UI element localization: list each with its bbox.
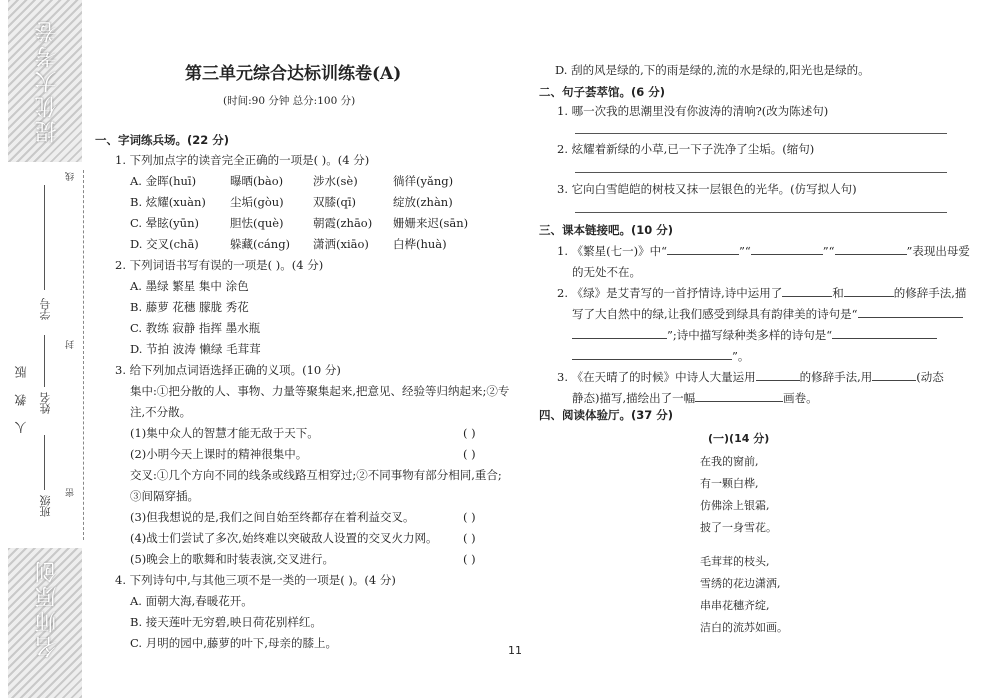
q2-option-a: A. 墨绿 繁星 集中 涂色 <box>130 279 249 293</box>
p2-answer-line-3[interactable] <box>575 212 947 213</box>
seal-xian: 线 <box>66 172 76 181</box>
p3-q2-blank-2[interactable] <box>844 285 894 297</box>
p3-q3-line1 <box>557 369 944 386</box>
name-label: 姓名 <box>39 392 52 414</box>
q1-row-d-2: 躲藏(cáng) <box>230 237 291 251</box>
p3-q3-text-c: (动态 <box>916 370 944 384</box>
q3-item-3: (3)但我想说的是,我们之间自始至终都存在着利益交叉。 <box>130 510 415 524</box>
q3-answer-3[interactable]: ( ) <box>463 510 476 524</box>
p3-q3-blank-2[interactable] <box>872 369 916 381</box>
q1-row-b-3: 双膝(qī) <box>313 195 357 209</box>
p3-q1-line1 <box>557 243 970 260</box>
p3-q2-blank-4[interactable] <box>572 327 667 339</box>
p2-item-3: 3. 它向白雪皑皑的树枝又抹一层银色的光华。(仿写拟人句) <box>557 182 857 196</box>
p3-q2-blank-1[interactable] <box>782 285 832 297</box>
brand-text-bottom: 名师原创 <box>35 558 60 658</box>
p3-q2-text-f: ”。 <box>732 349 750 363</box>
q2-stem: 2. 下列词语书写有误的一项是( )。(4 分) <box>115 258 324 272</box>
poem-s2-line1: 毛茸茸的枝头, <box>700 555 770 568</box>
brand-banner-bottom <box>8 548 82 698</box>
q1-row-a-1: A. 金晖(huī) <box>130 174 197 188</box>
p3-q3-text-b: 的修辞手法,用 <box>799 370 873 384</box>
seal-mi: 密 <box>66 488 76 497</box>
id-line <box>44 185 45 290</box>
q2-option-d: D. 节拍 波涛 懒绿 毛茸茸 <box>130 342 261 356</box>
q3-def1-line1: 集中:①把分散的人、事物、力量等聚集起来,把意见、经验等归纳起来;②专 <box>130 384 510 398</box>
p3-q1-text-c: ”“ <box>822 244 835 258</box>
q3-item-5: (5)晚会上的歌舞和时装表演,交叉进行。 <box>130 552 334 566</box>
p3-q3-line2 <box>572 390 818 407</box>
poem-s2-line2: 雪绣的花边潇洒, <box>700 577 781 590</box>
q3-item-1: (1)集中众人的智慧才能无敌于天下。 <box>130 426 319 440</box>
brand-banner-top <box>8 0 82 162</box>
p3-q2-line2 <box>572 306 963 323</box>
p3-q3-blank-1[interactable] <box>756 369 800 381</box>
q3-def2-line2: ③间隔穿插。 <box>130 489 199 503</box>
q1-row-b-1: B. 炫耀(xuàn) <box>130 195 206 209</box>
p3-q1-blank-3[interactable] <box>835 243 907 255</box>
p2-answer-line-2[interactable] <box>575 172 947 173</box>
section-heading-2: 二、句子荟萃馆。(6 分) <box>539 85 666 99</box>
q1-row-d-4: 白桦(huà) <box>393 237 447 251</box>
p3-q2-text-a: 2. 《绿》是艾青写的一首抒情诗,诗中运用了 <box>557 286 783 300</box>
p3-q1-blank-1[interactable] <box>667 243 739 255</box>
q1-row-a-4: 徜徉(yǎng) <box>393 174 454 188</box>
p3-q2-blank-6[interactable] <box>572 348 732 360</box>
p3-q1-line2: 的无处不在。 <box>572 265 641 279</box>
poem-s2-line3: 串串花穗齐绽, <box>700 599 770 612</box>
p3-q2-line4 <box>572 348 749 365</box>
p2-answer-line-1[interactable] <box>575 133 947 134</box>
q3-item-4: (4)战士们尝试了多次,始终难以突破敌人设置的交叉火力网。 <box>130 531 438 545</box>
q3-answer-1[interactable]: ( ) <box>463 426 476 440</box>
q1-row-b-4: 绽放(zhàn) <box>393 195 453 209</box>
p3-q2-text-e: ”;诗中描写绿种类多样的诗句是“ <box>667 328 833 342</box>
p2-item-2: 2. 炫耀着新绿的小草,已一下子洗净了尘垢。(缩句) <box>557 142 815 156</box>
page-title: 第三单元综合达标训练卷(A) <box>185 64 402 84</box>
q3-stem: 3. 给下列加点词语选择正确的义项。(10 分) <box>115 363 341 377</box>
p3-q3-text-a: 3. 《在天晴了的时候》中诗人大量运用 <box>557 370 756 384</box>
poem-s1-line1: 在我的窗前, <box>700 455 759 468</box>
q1-row-d-3: 潇洒(xiāo) <box>313 237 369 251</box>
poem-s2-line4: 洁白的流苏如画。 <box>700 621 788 634</box>
seal-feng: 封 <box>66 340 76 349</box>
q1-row-c-3: 朝霞(zhāo) <box>313 216 373 230</box>
p3-q2-line3 <box>572 327 937 344</box>
p3-q2-text-d: 写了大自然中的绿,让我们感受到绿具有韵律美的诗句是“ <box>572 307 858 321</box>
cut-line <box>83 170 84 540</box>
p3-q2-blank-3[interactable] <box>858 306 963 318</box>
q3-answer-2[interactable]: ( ) <box>463 447 476 461</box>
q1-stem: 1. 下列加点字的读音完全正确的一项是( )。(4 分) <box>115 153 370 167</box>
binding-margin <box>0 0 95 698</box>
poem-s1-line4: 披了一身雪花。 <box>700 521 777 534</box>
p3-q1-blank-2[interactable] <box>751 243 823 255</box>
section-heading-3: 三、课本链接吧。(10 分) <box>539 223 674 237</box>
q1-row-a-2: 曝晒(bào) <box>230 174 284 188</box>
p3-q3-text-d: 静态)描写,描绘出了一幅 <box>572 391 696 405</box>
q4-option-b: B. 接天莲叶无穷碧,映日荷花别样红。 <box>130 615 322 629</box>
p3-q2-blank-5[interactable] <box>832 327 937 339</box>
poem-s1-line2: 有一颗白桦, <box>700 477 759 490</box>
id-label: 学号 <box>39 298 52 320</box>
q2-option-c: C. 教练 寂静 指挥 墨水瓶 <box>130 321 261 335</box>
reading-subheading: (一)(14 分) <box>708 432 770 445</box>
q3-def1-line2: 注,不分散。 <box>130 405 192 419</box>
section-heading-1: 一、字词练兵场。(22 分) <box>95 133 230 147</box>
p3-q3-text-e: 画卷。 <box>783 391 818 405</box>
p3-q1-text-d: ”表现出母爱 <box>906 244 970 258</box>
q1-row-c-1: C. 晕眩(yūn) <box>130 216 199 230</box>
name-line <box>44 335 45 387</box>
p3-q2-text-c: 的修辞手法,描 <box>893 286 967 300</box>
q4-stem: 4. 下列诗句中,与其他三项不是一类的一项是( )。(4 分) <box>115 573 396 587</box>
q1-row-c-4: 姗姗来迟(sān) <box>393 216 469 230</box>
q2-option-b: B. 藤萝 花穗 朦胧 秀花 <box>130 300 249 314</box>
q3-item-2: (2)小明今天上课时的精神很集中。 <box>130 447 308 461</box>
class-label: 班级 <box>39 495 52 517</box>
q1-row-c-2: 胆怯(què) <box>230 216 284 230</box>
q1-row-b-2: 尘垢(gòu) <box>230 195 284 209</box>
poem-s1-line3: 仿佛涂上银霜, <box>700 499 770 512</box>
q1-row-a-3: 涉水(sè) <box>313 174 358 188</box>
p3-q2-line1 <box>557 285 966 302</box>
q3-def2-line1: 交叉:①几个方向不同的线条或线路互相穿过;②不同事物有部分相同,重合; <box>130 468 502 482</box>
brand-text-top: 提优大考卷 <box>35 18 60 143</box>
p3-q2-text-b: 和 <box>832 286 844 300</box>
q4-option-c: C. 月明的园中,藤萝的叶下,母亲的膝上。 <box>130 636 338 650</box>
q4-option-a: A. 面朝大海,春暖花开。 <box>130 594 253 608</box>
page-number: 11 <box>508 644 522 657</box>
edition-label: 人 教 版 <box>14 360 28 434</box>
q4-option-d: D. 刮的风是绿的,下的雨是绿的,流的水是绿的,阳光也是绿的。 <box>555 63 870 77</box>
p3-q3-blank-3[interactable] <box>695 390 783 402</box>
class-line <box>44 435 45 490</box>
p2-item-1: 1. 哪一次我的思潮里没有你波涛的清响?(改为陈述句) <box>557 104 829 118</box>
q1-row-d-1: D. 交叉(chā) <box>130 237 199 251</box>
q3-answer-5[interactable]: ( ) <box>463 552 476 566</box>
p3-q1-text-a: 1. 《繁星(七一)》中“ <box>557 244 667 258</box>
page-subtitle: (时间:90 分钟 总分:100 分) <box>223 95 356 107</box>
p3-q1-text-b: ”“ <box>738 244 751 258</box>
q3-answer-4[interactable]: ( ) <box>463 531 476 545</box>
section-heading-4: 四、阅读体验厅。(37 分) <box>539 408 674 422</box>
